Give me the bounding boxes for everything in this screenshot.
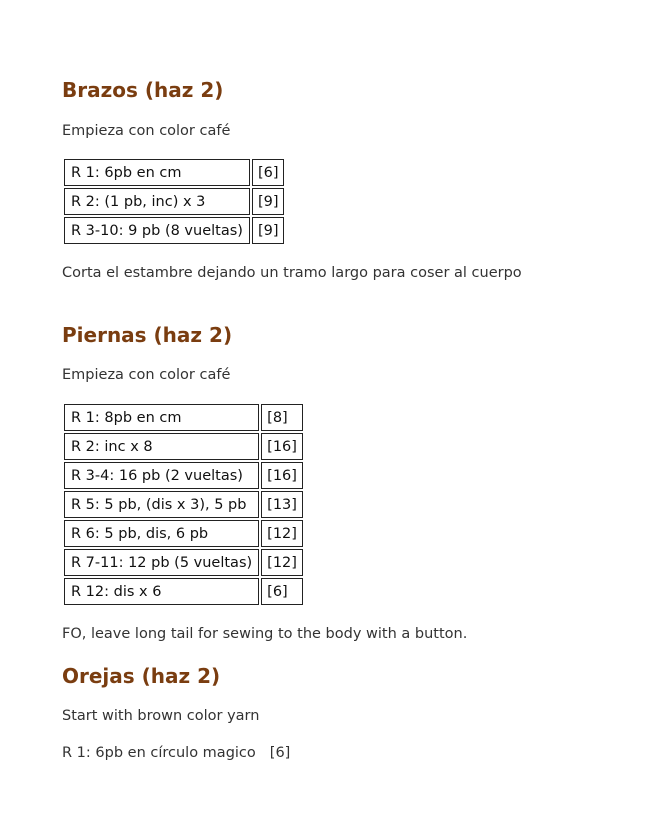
table-row	[64, 578, 303, 605]
table-row	[64, 159, 284, 186]
section-intro-piernas: Empieza con color café	[62, 367, 231, 383]
row-step: R 2: inc x 8	[64, 433, 259, 460]
row-step: R 3-4: 16 pb (2 vueltas)	[64, 462, 259, 489]
section-title-piernas: Piernas (haz 2)	[62, 323, 233, 347]
row-step: R 5: 5 pb, (dis x 3), 5 pb	[64, 491, 259, 518]
table-row	[64, 462, 303, 489]
row-count: [9]	[252, 217, 285, 244]
row-step: R 3-10: 9 pb (8 vueltas)	[64, 217, 250, 244]
row-count: [9]	[252, 188, 285, 215]
table-row	[64, 520, 303, 547]
row-step: R 1: 6pb en cm	[64, 159, 250, 186]
row-count: [16]	[261, 433, 303, 460]
table-row	[64, 549, 303, 576]
orejas-row-1	[62, 745, 290, 761]
row-count: [6]	[269, 745, 291, 761]
row-count: [12]	[261, 520, 303, 547]
row-count: [6]	[261, 578, 303, 605]
row-step: R 7-11: 12 pb (5 vueltas)	[64, 549, 259, 576]
rows-table-piernas	[62, 402, 305, 607]
table-row	[64, 404, 303, 431]
section-intro-brazos: Empieza con color café	[62, 123, 231, 139]
row-step: R 6: 5 pb, dis, 6 pb	[64, 520, 259, 547]
rows-table-brazos	[62, 157, 286, 246]
section-outro-piernas: FO, leave long tail for sewing to the body with a button.	[62, 626, 468, 642]
section-outro-brazos: Corta el estambre dejando un tramo largo para coser al cuerpo	[62, 265, 522, 281]
row-step: R 2: (1 pb, inc) x 3	[64, 188, 250, 215]
section-intro-orejas: Start with brown color yarn	[62, 708, 260, 724]
row-count: [13]	[261, 491, 303, 518]
row-step: R 1: 8pb en cm	[64, 404, 259, 431]
section-title-brazos: Brazos (haz 2)	[62, 78, 224, 102]
table-row	[64, 433, 303, 460]
row-count: [8]	[261, 404, 303, 431]
table-row	[64, 188, 284, 215]
row-count: [12]	[261, 549, 303, 576]
row-count: [6]	[252, 159, 285, 186]
row-step: R 1: 6pb en círculo magico	[62, 745, 256, 761]
row-count: [16]	[261, 462, 303, 489]
table-row	[64, 491, 303, 518]
section-title-orejas: Orejas (haz 2)	[62, 664, 221, 688]
table-row	[64, 217, 284, 244]
row-step: R 12: dis x 6	[64, 578, 259, 605]
